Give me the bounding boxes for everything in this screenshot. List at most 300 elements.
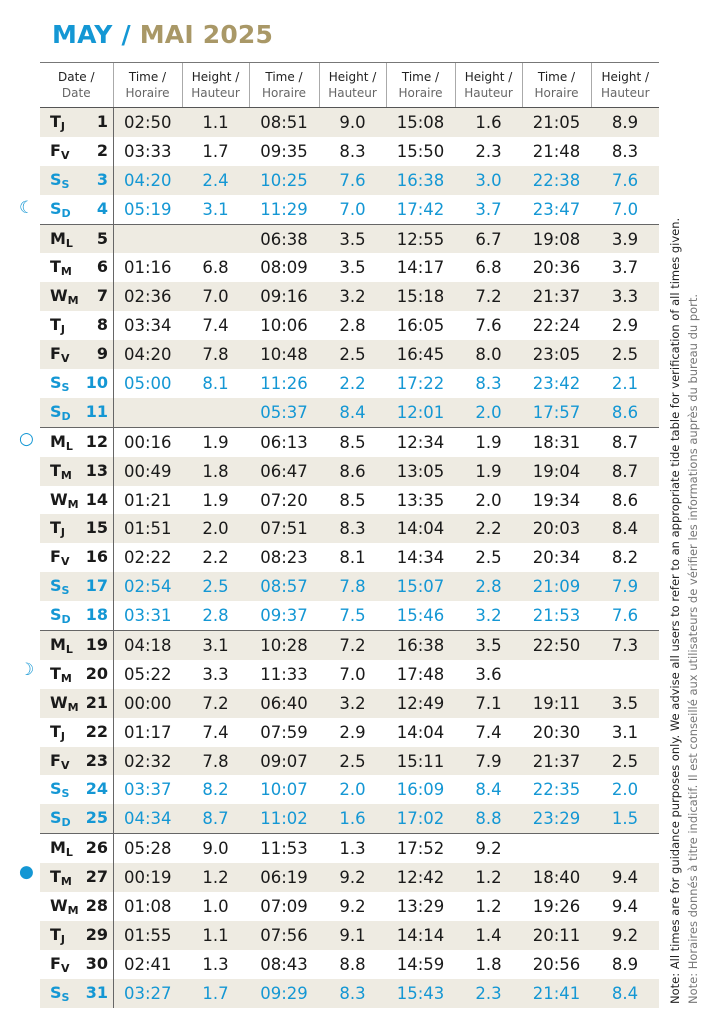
time-cell: 21:37 (522, 747, 591, 776)
height-cell: 8.3 (319, 514, 386, 543)
table-body (40, 108, 659, 1008)
weekday-fr: S (61, 990, 70, 1004)
time-cell: 20:30 (532, 722, 581, 742)
time-cell: 12:42 (386, 863, 455, 892)
weekday-letters (50, 751, 74, 772)
height-cell: 1.8 (182, 457, 249, 486)
height-cell: 3.5 (591, 689, 659, 718)
weekday-fr: M (60, 875, 72, 889)
time-cell: 09:16 (249, 282, 319, 311)
time-cell (113, 398, 182, 427)
height-cell: 7.9 (455, 747, 522, 776)
column-header-label: Time / (128, 70, 167, 84)
weekday-en: F (50, 344, 61, 364)
weekday-letters (50, 954, 74, 975)
weekday-letters (50, 722, 74, 743)
weekday-letters (50, 635, 74, 656)
weekday-en: F (50, 953, 61, 973)
time-cell: 06:13 (249, 427, 319, 456)
time-cell: 03:31 (123, 606, 172, 626)
day-number: 10 (85, 372, 108, 392)
height-cell: 8.3 (339, 141, 366, 161)
date-cell (40, 282, 113, 311)
day-number: 20 (85, 663, 108, 683)
time-cell: 01:16 (123, 258, 172, 278)
time-cell: 10:25 (249, 166, 319, 195)
day-number: 5 (96, 228, 108, 248)
height-cell: 3.5 (319, 224, 386, 253)
height-cell: 7.2 (319, 631, 386, 660)
time-cell: 02:32 (113, 747, 182, 776)
table-row (40, 660, 659, 689)
day-number: 31 (85, 982, 108, 1002)
height-cell: 2.5 (591, 340, 659, 369)
weekday-letters (50, 402, 74, 423)
day-number: 2 (96, 140, 108, 160)
weekday-en: W (50, 489, 68, 509)
table-row (40, 950, 659, 979)
height-cell: 2.2 (339, 373, 366, 393)
weekday-en: T (50, 924, 61, 944)
weekday-en: T (50, 111, 61, 131)
time-cell: 23:47 (532, 199, 581, 219)
column-header-label: Height / (328, 70, 377, 84)
height-cell: 1.9 (182, 427, 249, 456)
time-cell: 21:48 (532, 141, 581, 161)
column-header-label: Height / (464, 70, 513, 84)
table-row (40, 311, 659, 340)
height-cell: 3.5 (339, 258, 366, 278)
time-cell: 17:48 (396, 664, 445, 684)
date-cell (40, 543, 113, 572)
time-cell: 20:11 (522, 921, 591, 950)
time-cell: 16:45 (386, 340, 455, 369)
height-cell: 7.6 (611, 606, 639, 626)
weekday-fr: M (67, 497, 79, 511)
day-number: 22 (85, 721, 108, 741)
time-cell: 05:28 (113, 834, 182, 863)
height-cell: 3.1 (182, 631, 249, 660)
page-title (52, 20, 273, 49)
time-cell: 04:20 (113, 166, 182, 195)
table-row (40, 166, 659, 195)
time-cell: 20:03 (522, 514, 591, 543)
moon-phase-column (0, 0, 40, 1025)
weekday-en: T (50, 663, 61, 683)
day-number: 6 (96, 257, 108, 277)
time-cell: 01:08 (123, 896, 172, 916)
table-row (40, 601, 659, 630)
height-cell: 7.2 (455, 282, 522, 311)
date-cell (40, 457, 113, 486)
column-header-sublabel: Hauteur (464, 86, 513, 100)
time-cell: 15:43 (386, 979, 455, 1008)
weekday-fr: J (60, 729, 66, 743)
table-row (40, 804, 659, 833)
height-cell: 2.0 (455, 398, 522, 427)
time-cell: 06:40 (249, 689, 319, 718)
day-number: 18 (85, 605, 108, 625)
weekday-en: S (50, 198, 62, 218)
weekday-fr: L (65, 236, 73, 250)
column-header-sublabel: Horaire (261, 86, 307, 100)
title-month-fr: MAI 2025 (139, 20, 274, 49)
height-cell: 7.0 (182, 282, 249, 311)
time-cell: 17:22 (396, 373, 445, 393)
weekday-letters (50, 286, 79, 308)
weekday-letters (50, 664, 74, 685)
height-cell: 7.8 (182, 340, 249, 369)
column-header-label: Height / (601, 70, 650, 84)
day-number: 11 (85, 401, 108, 421)
weekday-letters (50, 605, 74, 626)
weekday-en: S (50, 576, 62, 596)
column-header-sublabel: Hauteur (600, 86, 650, 100)
height-cell: 2.5 (475, 548, 502, 568)
height-cell: 2.1 (611, 373, 639, 393)
time-cell: 03:33 (123, 141, 172, 161)
time-cell: 04:20 (113, 340, 182, 369)
height-cell: 9.4 (611, 896, 639, 916)
height-cell: 2.5 (319, 340, 386, 369)
date-cell (40, 224, 113, 253)
weekday-fr: M (67, 700, 79, 714)
time-cell: 19:34 (532, 490, 581, 510)
table-row (40, 747, 659, 776)
weekday-en: F (50, 547, 61, 567)
height-cell: 1.1 (182, 921, 249, 950)
column-header (249, 63, 319, 108)
weekday-fr: S (61, 177, 70, 191)
time-cell: 12:34 (386, 427, 455, 456)
note-english: Note: All times are for guidance purposes only. We advise all users to refer to an appropriate tide table for verification of all times given. (668, 217, 682, 1004)
date-cell (40, 166, 113, 195)
height-cell: 9.1 (319, 921, 386, 950)
day-number: 21 (85, 692, 108, 712)
column-header-label: Height / (191, 70, 240, 84)
date-cell (40, 921, 113, 950)
time-cell: 19:08 (522, 224, 591, 253)
time-cell: 03:37 (123, 780, 172, 800)
time-cell: 15:18 (386, 282, 455, 311)
height-cell: 7.9 (591, 572, 659, 601)
table-row (40, 340, 659, 369)
height-cell: 8.8 (455, 804, 522, 833)
weekday-fr: J (60, 119, 66, 133)
weekday-en: S (50, 372, 62, 392)
date-cell (40, 689, 113, 718)
date-cell (40, 747, 113, 776)
weekday-en: F (50, 140, 61, 160)
time-cell: 15:46 (396, 606, 445, 626)
date-cell (40, 253, 113, 282)
title-separator: / (121, 20, 131, 49)
time-cell: 05:00 (123, 373, 172, 393)
date-cell (40, 863, 113, 892)
table-row (40, 775, 659, 804)
time-cell: 14:04 (386, 514, 455, 543)
time-cell: 12:49 (386, 689, 455, 718)
height-cell: 8.4 (591, 979, 659, 1008)
height-cell: 1.7 (202, 141, 229, 161)
time-cell (522, 834, 591, 863)
table-row (40, 282, 659, 311)
height-cell: 7.3 (591, 631, 659, 660)
time-cell: 07:59 (260, 722, 308, 742)
height-cell: 7.6 (475, 316, 502, 336)
weekday-letters (50, 199, 74, 220)
date-cell (40, 601, 113, 630)
height-cell: 8.3 (319, 979, 386, 1008)
height-cell: 1.3 (202, 954, 229, 974)
time-cell: 00:49 (113, 457, 182, 486)
weekday-fr: D (61, 613, 71, 627)
height-cell: 3.1 (202, 199, 229, 219)
height-cell: 3.5 (455, 631, 522, 660)
column-header-sublabel: Hauteur (191, 86, 240, 100)
time-cell: 08:09 (260, 258, 308, 278)
column-header-sublabel: Horaire (534, 86, 579, 100)
date-cell (40, 427, 113, 456)
time-cell: 21:09 (522, 572, 591, 601)
weekday-en: T (50, 315, 61, 335)
date-cell (40, 108, 113, 137)
table-row (40, 921, 659, 950)
time-cell: 10:48 (249, 340, 319, 369)
height-cell: 7.2 (182, 689, 249, 718)
weekday-fr: J (60, 323, 66, 337)
time-cell: 07:56 (249, 921, 319, 950)
height-cell: 1.2 (475, 896, 502, 916)
weekday-fr: S (61, 787, 70, 801)
time-cell: 14:14 (386, 921, 455, 950)
date-cell (40, 369, 113, 398)
height-cell: 7.6 (319, 166, 386, 195)
table-row (40, 224, 659, 253)
full-moon-icon: ○ (19, 428, 34, 449)
height-cell: 9.4 (591, 863, 659, 892)
column-header (40, 63, 113, 108)
weekday-letters (50, 547, 74, 568)
date-cell (40, 718, 113, 747)
time-cell: 10:28 (249, 631, 319, 660)
weekday-en: M (50, 634, 66, 654)
table-row (40, 137, 659, 166)
height-cell: 7.5 (339, 606, 366, 626)
time-cell: 05:19 (123, 199, 172, 219)
height-cell: 8.7 (591, 457, 659, 486)
date-cell (40, 398, 113, 427)
time-cell: 07:51 (249, 514, 319, 543)
time-cell: 21:37 (522, 282, 591, 311)
time-cell: 09:29 (249, 979, 319, 1008)
date-cell (40, 834, 113, 863)
height-cell: 1.3 (319, 834, 386, 863)
time-cell: 16:38 (386, 166, 455, 195)
height-cell: 3.1 (611, 722, 639, 742)
time-cell: 18:40 (522, 863, 591, 892)
weekday-fr: L (65, 642, 73, 656)
weekday-fr: D (61, 206, 71, 220)
height-cell: 6.8 (202, 258, 229, 278)
weekday-en: T (50, 518, 61, 538)
height-cell: 6.8 (475, 258, 502, 278)
time-cell: 18:31 (522, 427, 591, 456)
table-row (40, 572, 659, 601)
time-cell: 08:57 (249, 572, 319, 601)
table-row (40, 979, 659, 1008)
weekday-en: M (50, 838, 66, 858)
time-cell: 04:18 (113, 631, 182, 660)
weekday-letters (50, 344, 74, 365)
weekday-fr: V (60, 758, 70, 772)
height-cell: 1.2 (182, 863, 249, 892)
height-cell: 7.8 (182, 747, 249, 776)
height-cell: 2.9 (339, 722, 366, 742)
weekday-letters (50, 373, 74, 394)
weekday-fr: L (65, 846, 73, 860)
time-cell: 15:07 (386, 572, 455, 601)
weekday-fr: M (60, 468, 72, 482)
table-row (40, 398, 659, 427)
column-header-sublabel: Date (61, 86, 91, 100)
weekday-letters (50, 257, 74, 278)
table-row (40, 543, 659, 572)
time-cell (113, 224, 182, 253)
column-header-label: Time / (537, 70, 576, 84)
time-cell: 23:29 (522, 804, 591, 833)
date-cell (40, 137, 113, 166)
column-header (455, 63, 522, 108)
height-cell (591, 660, 659, 689)
height-cell: 8.2 (611, 548, 639, 568)
time-cell: 20:56 (532, 954, 581, 974)
time-cell: 09:07 (249, 747, 319, 776)
time-cell: 21:41 (522, 979, 591, 1008)
height-cell: 8.4 (475, 780, 502, 800)
height-cell: 1.4 (455, 921, 522, 950)
date-cell (40, 486, 113, 515)
height-cell: 1.9 (455, 457, 522, 486)
time-cell: 02:22 (123, 548, 172, 568)
height-cell: 2.0 (339, 780, 366, 800)
time-cell: 01:55 (113, 921, 182, 950)
time-cell: 05:37 (249, 398, 319, 427)
table-row (40, 834, 659, 863)
time-cell: 22:38 (522, 166, 591, 195)
time-cell: 10:07 (260, 780, 308, 800)
time-cell: 06:19 (249, 863, 319, 892)
weekday-fr: S (61, 584, 70, 598)
column-header-sublabel: Horaire (398, 86, 443, 100)
time-cell: 23:05 (522, 340, 591, 369)
height-cell: 8.7 (591, 427, 659, 456)
weekday-en: W (50, 692, 68, 712)
time-cell: 03:34 (123, 316, 172, 336)
height-cell: 2.9 (611, 316, 639, 336)
weekday-en: S (50, 982, 62, 1002)
title-month-en: MAY (52, 20, 113, 49)
time-cell: 00:00 (113, 689, 182, 718)
height-cell: 7.4 (202, 316, 229, 336)
height-cell: 1.8 (475, 954, 502, 974)
date-cell (40, 514, 113, 543)
height-cell: 7.4 (202, 722, 229, 742)
weekday-fr: M (60, 671, 72, 685)
time-cell: 13:05 (386, 457, 455, 486)
height-cell: 3.2 (319, 689, 386, 718)
weekday-en: T (50, 460, 61, 480)
height-cell: 1.0 (202, 896, 229, 916)
height-cell: 8.9 (611, 954, 639, 974)
height-cell: 2.8 (202, 606, 229, 626)
weekday-letters (50, 576, 74, 597)
first-quarter-moon-icon: ☽ (19, 660, 35, 681)
weekday-letters (50, 779, 74, 800)
height-cell: 6.7 (455, 224, 522, 253)
weekday-fr: S (61, 380, 70, 394)
height-cell: 2.2 (455, 514, 522, 543)
date-cell (40, 631, 113, 660)
column-header (319, 63, 386, 108)
weekday-en: S (50, 779, 62, 799)
time-cell: 17:42 (396, 199, 445, 219)
weekday-letters (50, 432, 74, 453)
column-header-sublabel: Horaire (125, 86, 170, 100)
height-cell (182, 398, 249, 427)
time-cell: 16:05 (396, 316, 445, 336)
day-number: 8 (96, 315, 108, 335)
time-cell: 17:02 (386, 804, 455, 833)
weekday-fr: V (60, 961, 70, 975)
table-row (40, 457, 659, 486)
weekday-fr: L (65, 439, 73, 453)
height-cell: 8.9 (591, 108, 659, 137)
time-cell: 09:37 (260, 606, 308, 626)
last-quarter-moon-icon: ☾ (19, 197, 35, 218)
day-number: 24 (85, 779, 108, 799)
height-cell: 2.5 (591, 747, 659, 776)
time-cell: 03:27 (113, 979, 182, 1008)
tide-table (40, 62, 659, 1008)
column-header (522, 63, 591, 108)
day-number: 3 (96, 169, 108, 189)
date-cell (40, 572, 113, 601)
table-header-row (40, 63, 659, 108)
time-cell: 22:24 (532, 316, 581, 336)
day-number: 14 (85, 489, 108, 509)
height-cell: 9.0 (319, 108, 386, 137)
time-cell: 11:53 (249, 834, 319, 863)
height-cell: 8.7 (182, 804, 249, 833)
time-cell: 20:34 (532, 548, 581, 568)
day-number: 27 (85, 867, 108, 887)
time-cell: 08:43 (260, 954, 308, 974)
table-row (40, 892, 659, 921)
column-header-label: Date / (57, 70, 95, 84)
time-cell: 11:26 (260, 373, 308, 393)
date-cell (40, 892, 113, 921)
height-cell: 8.4 (319, 398, 386, 427)
weekday-fr: J (60, 932, 66, 946)
weekday-en: S (50, 808, 62, 828)
height-cell: 3.3 (202, 664, 229, 684)
height-cell: 1.9 (455, 427, 522, 456)
weekday-letters (50, 808, 74, 829)
time-cell: 17:57 (522, 398, 591, 427)
height-cell: 7.6 (591, 166, 659, 195)
table-row (40, 369, 659, 398)
